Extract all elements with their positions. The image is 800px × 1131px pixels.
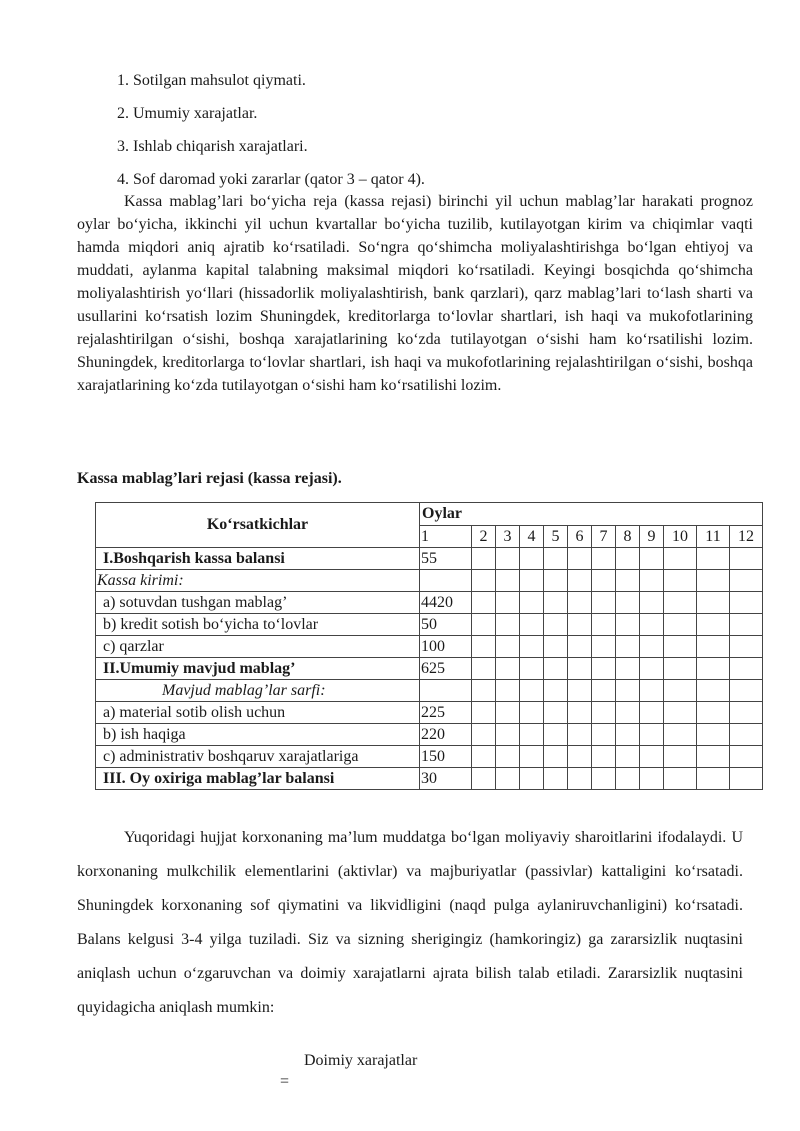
row-label: a) sotuvdan tushgan mablag’	[96, 592, 420, 614]
cell-empty	[664, 636, 697, 658]
row-label: Mavjud mablag’lar sarfi:	[96, 680, 420, 702]
cell-empty	[472, 746, 496, 768]
cell-empty	[592, 680, 616, 702]
list-item: 3. Ishlab chiqarish xarajatlari.	[117, 138, 308, 155]
cell-empty	[496, 658, 520, 680]
cell-empty	[697, 680, 730, 702]
cell-empty	[730, 592, 763, 614]
cell-empty	[697, 658, 730, 680]
cell-empty	[568, 746, 592, 768]
row-label: I.Boshqarish kassa balansi	[96, 548, 420, 570]
cell-empty	[472, 724, 496, 746]
cell-empty	[730, 724, 763, 746]
table-row	[96, 680, 763, 702]
cell-empty	[472, 592, 496, 614]
cell-empty	[472, 614, 496, 636]
cell-empty	[544, 702, 568, 724]
cell-empty	[472, 570, 496, 592]
cell-empty	[568, 636, 592, 658]
cell-empty	[520, 702, 544, 724]
cell-empty	[520, 746, 544, 768]
cell-empty	[640, 746, 664, 768]
cell-empty	[544, 658, 568, 680]
table-row	[96, 592, 763, 614]
cell-empty	[496, 680, 520, 702]
cell-month-1	[420, 570, 472, 592]
cell-empty	[664, 614, 697, 636]
table-row	[96, 768, 763, 790]
formula-numerator: Doimiy xarajatlar	[304, 1052, 418, 1069]
cell-empty	[640, 724, 664, 746]
row-label: II.Umumiy mavjud mablag’	[96, 658, 420, 680]
cell-empty	[640, 570, 664, 592]
cell-empty	[640, 548, 664, 570]
cell-empty	[592, 570, 616, 592]
cell-empty	[664, 746, 697, 768]
table-header-row	[96, 503, 763, 526]
cell-empty	[544, 746, 568, 768]
cell-empty	[592, 702, 616, 724]
cell-empty	[472, 636, 496, 658]
cell-empty	[592, 724, 616, 746]
cell-empty	[616, 746, 640, 768]
month-header: 8	[616, 526, 640, 548]
cell-empty	[664, 768, 697, 790]
cell-empty	[664, 592, 697, 614]
cell-month-1: 4420	[420, 592, 472, 614]
kassa-plan-table	[95, 502, 763, 790]
table-row	[96, 636, 763, 658]
cell-empty	[520, 614, 544, 636]
cell-month-1: 225	[420, 702, 472, 724]
list-item: 2. Umumiy xarajatlar.	[117, 105, 258, 122]
month-header: 10	[664, 526, 697, 548]
cell-month-1: 100	[420, 636, 472, 658]
cell-empty	[520, 724, 544, 746]
cell-empty	[616, 592, 640, 614]
cell-empty	[730, 746, 763, 768]
cell-month-1: 30	[420, 768, 472, 790]
cell-month-1: 625	[420, 658, 472, 680]
table-row	[96, 746, 763, 768]
cell-empty	[697, 636, 730, 658]
cell-empty	[697, 548, 730, 570]
cell-empty	[496, 746, 520, 768]
cell-empty	[697, 570, 730, 592]
cell-empty	[730, 570, 763, 592]
cell-empty	[664, 724, 697, 746]
cell-empty	[697, 614, 730, 636]
cell-empty	[616, 636, 640, 658]
header-months-group: Oylar	[420, 503, 763, 526]
cell-empty	[730, 768, 763, 790]
cell-empty	[616, 680, 640, 702]
cell-empty	[568, 658, 592, 680]
month-header: 9	[640, 526, 664, 548]
list-item: 1. Sotilgan mahsulot qiymati.	[117, 72, 306, 89]
cell-empty	[640, 614, 664, 636]
month-header: 2	[472, 526, 496, 548]
cell-empty	[568, 702, 592, 724]
cell-empty	[730, 548, 763, 570]
cell-empty	[568, 592, 592, 614]
cell-empty	[592, 746, 616, 768]
month-header: 12	[730, 526, 763, 548]
table-row	[96, 614, 763, 636]
cell-month-1: 55	[420, 548, 472, 570]
month-header: 11	[697, 526, 730, 548]
cell-empty	[520, 680, 544, 702]
cell-empty	[544, 548, 568, 570]
cell-empty	[472, 680, 496, 702]
cell-empty	[616, 658, 640, 680]
cell-empty	[544, 592, 568, 614]
row-label: c) administrativ boshqaruv xarajatlariga	[96, 746, 420, 768]
numbered-list	[117, 64, 425, 196]
cell-empty	[730, 658, 763, 680]
cell-empty	[664, 680, 697, 702]
row-label: III. Oy oxiriga mablag’lar balansi	[96, 768, 420, 790]
cell-empty	[544, 570, 568, 592]
cell-empty	[592, 768, 616, 790]
cell-empty	[520, 768, 544, 790]
cell-empty	[568, 548, 592, 570]
cell-empty	[697, 768, 730, 790]
cell-empty	[496, 614, 520, 636]
cell-empty	[616, 570, 640, 592]
cell-empty	[730, 636, 763, 658]
cell-empty	[730, 614, 763, 636]
cell-empty	[730, 680, 763, 702]
month-header: 5	[544, 526, 568, 548]
table-row	[96, 724, 763, 746]
month-header: 6	[568, 526, 592, 548]
cell-empty	[697, 724, 730, 746]
cell-empty	[640, 658, 664, 680]
cell-empty	[472, 658, 496, 680]
month-header: 4	[520, 526, 544, 548]
cell-empty	[592, 636, 616, 658]
cell-month-1: 150	[420, 746, 472, 768]
cell-empty	[616, 724, 640, 746]
cell-empty	[616, 768, 640, 790]
row-label: b) ish haqiga	[96, 724, 420, 746]
cell-empty	[592, 548, 616, 570]
table-row	[96, 548, 763, 570]
cell-empty	[640, 702, 664, 724]
cell-empty	[472, 702, 496, 724]
cell-empty	[544, 768, 568, 790]
cell-empty	[640, 768, 664, 790]
month-header: 1	[420, 526, 472, 548]
cell-empty	[664, 702, 697, 724]
cell-empty	[496, 768, 520, 790]
cell-empty	[730, 702, 763, 724]
table-title: Kassa mablag’lari rejasi (kassa rejasi).	[77, 470, 342, 487]
cell-empty	[496, 592, 520, 614]
cell-empty	[496, 548, 520, 570]
paragraph-balance: Yuqoridagi hujjat korxonaning ma’lum muddatga bo‘lgan moliyaviy sharoitlarini ifodalaydi. U korxonaning mulkchilik elementlarini (aktivlar) va majburiyatlar (passivlar) kattaligini ko‘rsatadi. Shuningdek korxonaning sof qiymatini va likvidligini (naqd pulga aylaniruvchanligini) ko‘rsatadi. Balans kelgusi 3-4 yilga tuziladi. Siz va sizning sherigingiz (hamkoringiz) ga zararsizlik nuqtasini aniqlash uchun o‘zgaruvchan va doimiy xarajatlarni ajrata bilish talab etiladi. Zararsizlik nuqtasini quyidagicha aniqlash mumkin:	[77, 829, 743, 1016]
cell-empty	[568, 570, 592, 592]
cell-empty	[616, 614, 640, 636]
cell-empty	[544, 680, 568, 702]
cell-empty	[568, 614, 592, 636]
cell-empty	[616, 702, 640, 724]
cell-empty	[640, 636, 664, 658]
cell-empty	[472, 548, 496, 570]
cell-empty	[616, 548, 640, 570]
cell-empty	[496, 636, 520, 658]
cell-empty	[640, 592, 664, 614]
cell-month-1: 220	[420, 724, 472, 746]
cell-empty	[592, 614, 616, 636]
cell-empty	[697, 746, 730, 768]
cell-empty	[664, 658, 697, 680]
header-indicators: Ko‘rsatkichlar	[96, 503, 420, 548]
cell-month-1: 50	[420, 614, 472, 636]
cell-empty	[520, 570, 544, 592]
cell-empty	[697, 592, 730, 614]
cell-empty	[568, 768, 592, 790]
cell-empty	[568, 724, 592, 746]
cell-empty	[592, 592, 616, 614]
row-label: c) qarzlar	[96, 636, 420, 658]
cell-empty	[697, 702, 730, 724]
month-header: 7	[592, 526, 616, 548]
cell-empty	[496, 570, 520, 592]
cell-empty	[520, 658, 544, 680]
table-row	[96, 702, 763, 724]
cell-empty	[664, 548, 697, 570]
row-label: b) kredit sotish bo‘yicha to‘lovlar	[96, 614, 420, 636]
cell-empty	[472, 768, 496, 790]
list-item: 4. Sof daromad yoki zararlar (qator 3 – qator 4).	[117, 171, 425, 188]
cell-empty	[544, 636, 568, 658]
cell-empty	[544, 614, 568, 636]
cell-empty	[544, 724, 568, 746]
cell-empty	[520, 548, 544, 570]
month-header: 3	[496, 526, 520, 548]
table-row	[96, 658, 763, 680]
cell-empty	[520, 636, 544, 658]
formula-equals: =	[280, 1073, 290, 1090]
cell-empty	[520, 592, 544, 614]
cell-empty	[640, 680, 664, 702]
cell-month-1	[420, 680, 472, 702]
cell-empty	[568, 680, 592, 702]
cell-empty	[592, 658, 616, 680]
cell-empty	[496, 702, 520, 724]
row-label: a) material sotib olish uchun	[96, 702, 420, 724]
paragraph-kassa-plan: Kassa mablag’lari bo‘yicha reja (kassa rejasi) birinchi yil uchun mablag’lar harakati prognoz oylar bo‘yicha, ikkinchi yil uchun kvartallar bo‘yicha tuzilib, kutilayotgan kirim va chiqimlar vaqti hamda miqdori aniq ajratib ko‘rsatiladi. So‘ngra qo‘shimcha moliyalashtirishga bo‘lgan ehtiyoj va muddati, aylanma kapital talabning maksimal miqdori ko‘rsatiladi. Keyingi bosqichda qo‘shimcha moliyalashtirish yo‘llari (hissadorlik moliyalashtirish, bank qarzlari), qarz mablag’lari to‘lash sharti va usullarini ko‘rsatish lozim Shuningdek, kreditorlarga to‘lovlar shartlari, ish haqi va mukofotlarining rejalashtirilgan o‘sishi, boshqa xarajatlarining ko‘zda tutilayotgan o‘sishi ham ko‘rsatilishi lozim. Shuningdek, kreditorlarga to‘lovlar shartlari, ish haqi va mukofotlarining rejalashtirilgan o‘sishi, boshqa xarajatlarining ko‘zda tutilayotgan o‘sishi ham ko‘rsatilishi lozim.	[77, 193, 753, 394]
table-body	[96, 548, 763, 790]
table-row	[96, 570, 763, 592]
row-label: Kassa kirimi:	[96, 570, 420, 592]
cell-empty	[664, 570, 697, 592]
cell-empty	[496, 724, 520, 746]
